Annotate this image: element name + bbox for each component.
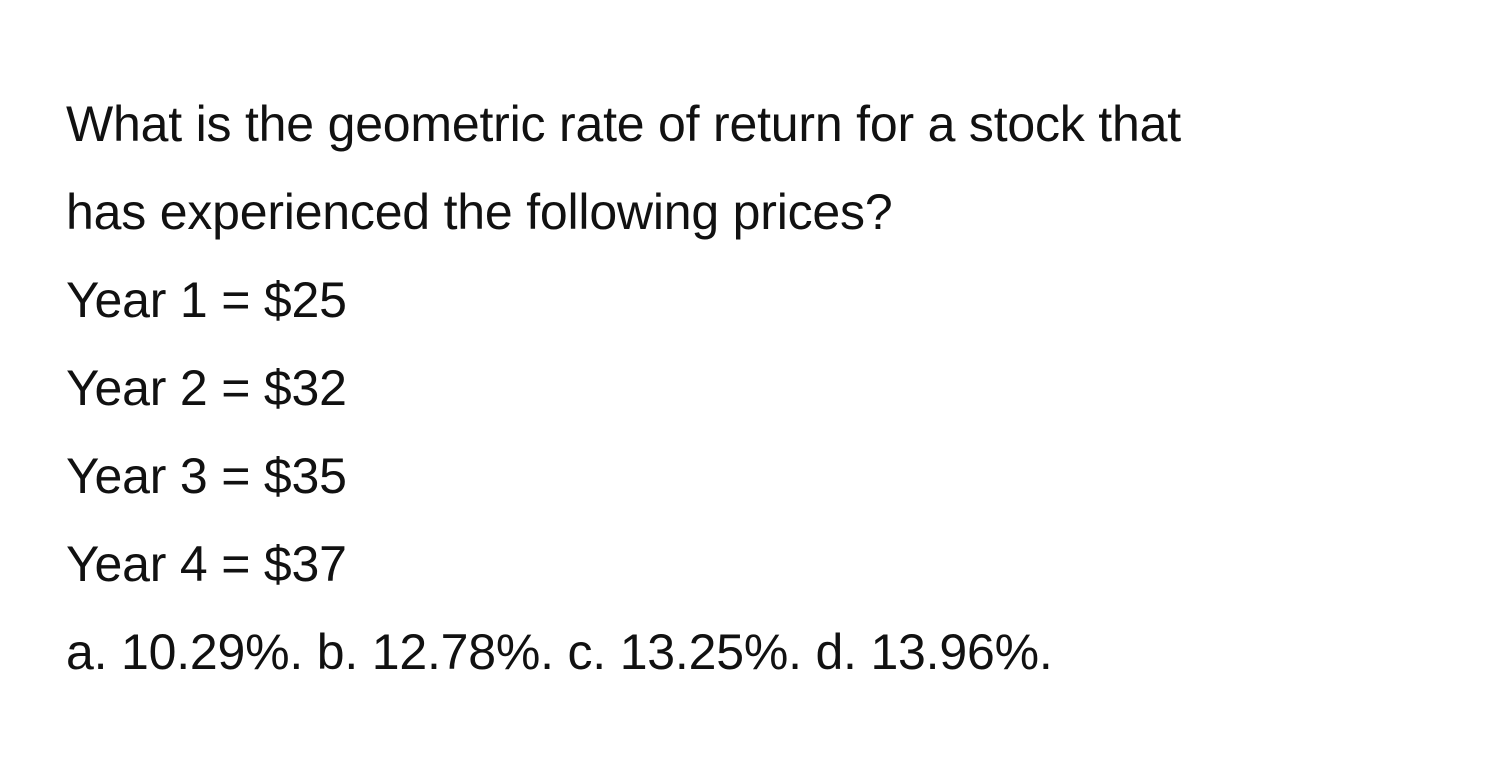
question-text-line-1: What is the geometric rate of return for a stock that xyxy=(66,96,1181,152)
price-year-4: Year 4 = $37 xyxy=(66,536,347,592)
price-year-3: Year 3 = $35 xyxy=(66,448,347,504)
answer-options: a. 10.29%. b. 12.78%. c. 13.25%. d. 13.96%. xyxy=(66,624,1053,680)
question-text-line-2: has experienced the following prices? xyxy=(66,184,893,240)
price-year-1: Year 1 = $25 xyxy=(66,272,347,328)
question-document xyxy=(66,80,1466,696)
price-year-2: Year 2 = $32 xyxy=(66,360,347,416)
